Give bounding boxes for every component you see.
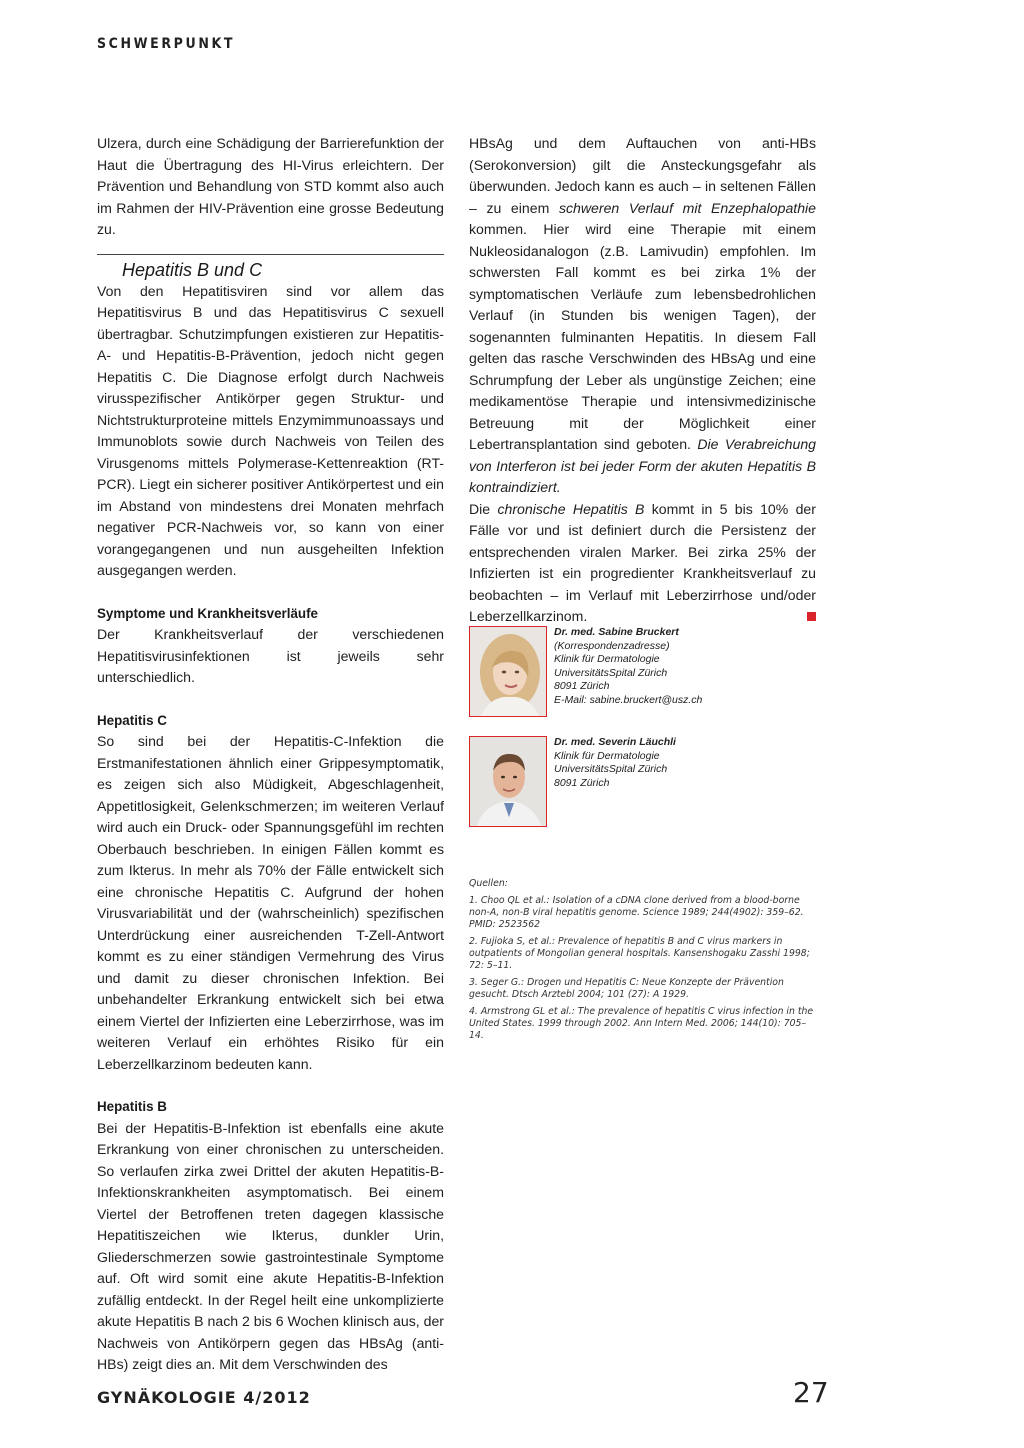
author-info (554, 626, 702, 708)
author-line: 8091 Zürich (554, 680, 610, 693)
author-line: UniversitätsSpital Zürich (554, 763, 668, 776)
reference-item: 4. Armstrong GL et al.: The prevalence of hepatitis C virus infection in the United States. 1999 through 2002. Ann Intern Med. 2006; 144(10): 705–14. (469, 1006, 814, 1041)
author-photo (469, 626, 547, 717)
italic-run: chronische Hepatitis B (497, 500, 645, 517)
references (469, 878, 819, 1047)
end-of-article-mark (807, 612, 816, 621)
author-info (554, 736, 676, 790)
portrait-man-image (470, 737, 547, 827)
author-line: Klinik für Dermatologie (554, 749, 660, 762)
text-run: Die (469, 500, 498, 517)
portrait-woman-image (470, 627, 547, 717)
section-label: SCHWERPUNKT (97, 36, 236, 52)
hepatitis-c-heading: Hepatitis C (97, 712, 167, 728)
author-name: Dr. med. Severin Läuchli (554, 736, 676, 748)
section-paragraph: Von den Hepatitisviren sind vor allem das Hepatitisvirus B und das Hepatitisvirus C sexuell übertragbar. Schutzimpfungen existieren zur Hepatitis-A- und Hepatitis-B-Prävention, jedoch nicht gegen Hepatitis C. Die Diagnose erfolgt durch Nachweis virusspezifischer Antikörper gegen Struktur- und Nichtstrukturproteine mittels Enzymimmunoassays und Immunoblots sowie durch Nachweis von Teilen des Virusgenoms mittels Polymerase-Kettenreaktion (RT-PCR). Liegt ein sicherer positiver Antikörpertest und ein im Abstand von mindestens drei Monaten mehrfach negativer PCR-Nachweis vor, so kann von einer vorangegangenen und nun ausgeheilten Infektion ausgegangen werden. (97, 282, 444, 578)
section-heading: Hepatitis B und C (122, 259, 263, 280)
right-paragraph-2 (469, 499, 816, 628)
references-title: Quellen: (469, 878, 508, 889)
author-line: Klinik für Dermatologie (554, 653, 660, 666)
symptoms-heading: Symptome und Krankheitsverläufe (97, 605, 319, 621)
right-paragraph-1 (469, 133, 816, 499)
text-run: kommen. Hier wird eine Therapie mit einem Nukleosidanalogon (z.B. Lamivudin) empfohlen. Im schwersten Fall kommt es bei zirka 1% der symptomatischen Verläufe zum lebensbedrohlichen Verlauf (in Stunden bis wenigen Tagen), der sogenannten fulminanten Hepatitis. In diesem Fall gelten das rasche Verschwinden des HBsAg und eine Schrumpfung der Leber als ungünstige Zeichen; eine medikamentöse Therapie und intensivmedizinische Betreuung mit der Möglichkeit einer Lebertransplantation sind geboten. (469, 221, 816, 452)
reference-item: 1. Choo QL et al.: Isolation of a cDNA clone derived from a blood-borne non-A, non-B viral hepatitis genome. Science 1989; 244(4902): 359–62. PMID: 2523562 (469, 895, 804, 930)
reference-item: 3. Seger G.: Drogen und Hepatitis C: Neue Konzepte der Prävention gesucht. Dtsch Arztebl 2004; 101 (27): A 1929. (469, 977, 784, 1000)
author-photo (469, 736, 547, 827)
text-run: HBsAg und dem Auftauchen von anti-HBs (Serokonversion) gilt die Ansteckungsgefahr als überwunden. Jedoch kann es auch – in seltenen Fällen – zu einem (469, 135, 816, 216)
hepatitis-b-heading: Hepatitis B (97, 1099, 167, 1114)
reference-item: 2. Fujioka S, et al.: Prevalence of hepatitis B and C virus markers in outpatients of Mongolian general hospitals. Kansenshogaku Zasshi 1998; 72: 5–11. (469, 936, 810, 971)
author-name: Dr. med. Sabine Bruckert (554, 626, 679, 638)
intro-paragraph: Ulzera, durch eine Schädigung der Barrierefunktion der Haut die Übertragung des HI-Virus erleichtern. Der Prävention und Behandlung von STD kommt also auch im Rahmen der HIV-Prävention eine grosse Bedeutung zu. (97, 135, 444, 237)
author-card (469, 736, 819, 832)
page-number: 27 (793, 1376, 829, 1409)
author-line: 8091 Zürich (554, 776, 610, 789)
author-email: E-Mail: sabine.bruckert@usz.ch (554, 693, 703, 706)
italic-run: Die Verabreichung von Interferon ist bei jeder Form der akuten Hepatitis B kontraindiziert. (469, 436, 816, 495)
hepatitis-c-paragraph: So sind bei der Hepatitis-C-Infektion die Erstmanifestationen ähnlich einer Grippesymptomatik, es zeigen sich also Müdigkeit, Abgeschlagenheit, Appetitlosigkeit, Gelenkschmerzen; im weiteren Verlauf wird auch ein Druck- oder Spannungsgefühl im rechten Oberbauch beschrieben. In einigen Fällen kommt es zum Ikterus. In mehr als 70% der Fälle entwickelt sich eine chronische Hepatitis C. Aufgrund der hohen Virusvariabilität und der (wahrscheinlich) spezifischen Unterdrückung einer ausreichenden T-Zell-Antwort kommt es zu einer ständigen Vermehrung des Virus und damit zu dieser chronischen Infektion. Bei unbehandelter Erkrankung entwickelt sich bei etwa einem Viertel der Infizierten eine Leberzirrhose, was im weiteren Verlauf ein erhöhtes Risiko für ein Leberzellkarzinom bedeuten kann. (97, 733, 444, 1072)
italic-run: schweren Verlauf mit Enzephalopathie (558, 199, 817, 216)
right-column (469, 133, 816, 628)
author-card (469, 626, 819, 722)
text-run: kommt in 5 bis 10% der Fälle vor und ist definiert durch die Persistenz der entsprechenden viralen Marker. Bei zirka 25% der Infizierten ist ein progredienter Krankheitsverlauf zu beobachten – im Verlauf mit Leberzirrhose und/oder Leberzellkarzinom. (469, 500, 816, 624)
author-line: UniversitätsSpital Zürich (554, 666, 668, 679)
symptoms-paragraph: Der Krankheitsverlauf der verschiedenen Hepatitisvirusinfektionen ist jeweils sehr unterschiedlich. (97, 626, 444, 685)
hepatitis-b-paragraph: Bei der Hepatitis-B-Infektion ist ebenfalls eine akute Erkrankung von einer chronischen zu unterscheiden. So verlaufen zirka zwei Drittel der akuten Hepatitis-B-Infektionskrankheiten asymptomatisch. Bei einem Viertel der Betroffenen treten dagegen klassische Hepatitiszeichen wie Ikterus, dunkler Urin, Gliederschmerzen sowie gastrointestinale Symptome auf. Oft wird somit eine akute Hepatitis-B-Infektion zufällig entdeckt. In der Regel heilt eine unkomplizierte akute Hepatitis B nach 2 bis 6 Wochen klinisch aus, der Nachweis von Antikörpern gegen das HBsAg (anti-HBs) zeigt dies an. Mit dem Verschwinden des (97, 1119, 444, 1372)
left-column (97, 133, 444, 1376)
journal-label: GYNÄKOLOGIE 4/2012 (97, 1388, 311, 1407)
author-line: (Korrespondenzadresse) (554, 639, 670, 652)
section-divider (97, 254, 444, 255)
